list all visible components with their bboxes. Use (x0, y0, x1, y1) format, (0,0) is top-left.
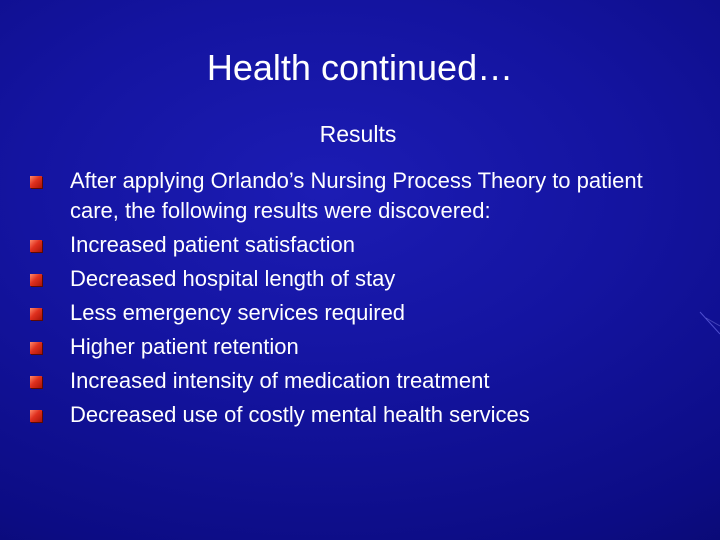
bullet-item (30, 364, 690, 398)
bullet-text: Decreased use of costly mental health services (70, 402, 530, 427)
bullet-text: Increased intensity of medication treatment (70, 368, 490, 393)
bullet-item (30, 166, 690, 228)
bullet-item (30, 228, 690, 262)
slide-subtitle: Results (319, 121, 397, 147)
square-bullet-icon (30, 240, 42, 252)
bullet-text: After applying Orlando’s Nursing Process Theory to patient care, the following results were discovered: (70, 168, 643, 223)
bullet-text: Decreased hospital length of stay (70, 266, 396, 291)
bullet-item (30, 262, 690, 296)
square-bullet-icon (30, 342, 42, 354)
bullet-item (30, 330, 690, 364)
square-bullet-icon (30, 176, 42, 188)
bullet-text: Increased patient satisfaction (70, 232, 355, 257)
bullet-text: Less emergency services required (70, 300, 406, 325)
bullet-item (30, 296, 690, 330)
square-bullet-icon (30, 376, 42, 388)
square-bullet-icon (30, 410, 42, 422)
bullet-list (30, 166, 690, 432)
slide-title: Health continued… (206, 47, 514, 88)
bullet-item (30, 398, 690, 432)
square-bullet-icon (30, 274, 42, 286)
bullet-text: Higher patient retention (70, 334, 299, 359)
square-bullet-icon (30, 308, 42, 320)
